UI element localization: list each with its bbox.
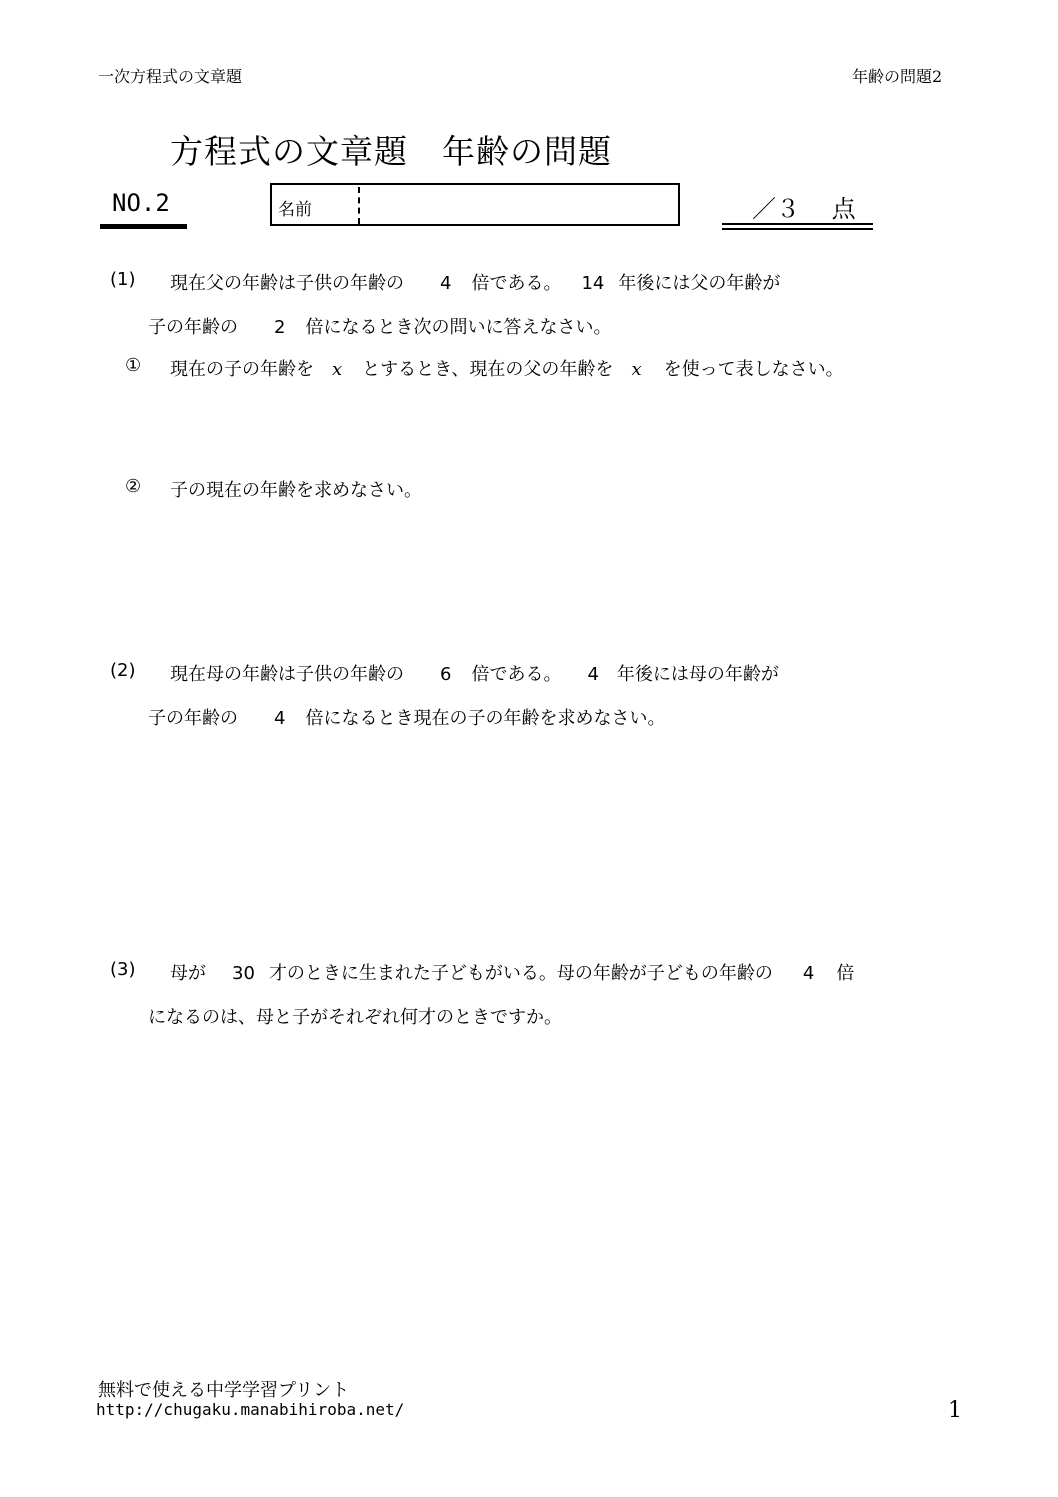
page-number: 1 <box>948 1398 962 1423</box>
question-2-line-1 <box>170 660 779 686</box>
question-1-line-2 <box>148 313 611 339</box>
score-underline-top <box>722 223 873 225</box>
q3-number: 30 <box>232 963 255 984</box>
q2-number: 6 <box>440 664 452 685</box>
question-3-line-2: になるのは、母と子がそれぞれ何才のときですか。 <box>148 1007 562 1028</box>
q2-text-part: 年後には母の年齢が <box>616 664 779 685</box>
question-3-line-1 <box>170 959 854 985</box>
name-field[interactable] <box>270 183 680 226</box>
question-3-number: (3) <box>110 959 136 980</box>
q1-number: 4 <box>440 273 452 294</box>
subquestion-1-number: ① <box>125 355 142 376</box>
q2-text-part: 子の年齢の <box>148 708 238 729</box>
q3-number: 4 <box>802 963 815 984</box>
score-underline-bottom <box>722 228 873 230</box>
number-underline <box>100 224 187 229</box>
q1-number: 14 <box>581 273 605 294</box>
q3-text-part: 才のときに生まれた子どもがいる。母の年齢が子どもの年齢の <box>268 963 773 984</box>
question-2-number: (2) <box>110 660 136 681</box>
q1-text-part: 倍である。 <box>471 273 562 294</box>
q2-text-part: 現在母の年齢は子供の年齢の <box>170 664 404 685</box>
name-label: 名前 <box>278 200 312 220</box>
sub1-text-part: 現在の子の年齢を <box>170 359 314 380</box>
q3-text-part: 倍 <box>836 963 855 984</box>
subquestion-2-number: ② <box>125 476 142 497</box>
q1-text-part: 子の年齢の <box>148 317 238 338</box>
sub1-text-part: とするとき、現在の父の年齢を <box>362 359 614 380</box>
q2-number: 4 <box>274 708 286 729</box>
variable-x: x <box>631 359 642 380</box>
q1-number: 2 <box>274 317 286 338</box>
q2-number: 4 <box>587 664 599 685</box>
name-divider <box>358 187 360 224</box>
score-label: ／３ 点 <box>752 195 856 223</box>
footer-url[interactable]: http://chugaku.manabihiroba.net/ <box>96 1400 405 1419</box>
subquestion-1-text <box>170 355 844 381</box>
q1-text-part: 年後には父の年齢が <box>618 273 781 294</box>
page-title: 方程式の文章題 年齢の問題 <box>170 132 612 171</box>
q2-text-part: 倍である。 <box>471 664 562 685</box>
q1-text-part: 現在父の年齢は子供の年齢の <box>170 273 404 294</box>
header-right: 年齢の問題2 <box>852 67 943 86</box>
variable-x: x <box>332 359 343 380</box>
question-1-line-1 <box>170 269 780 295</box>
footer-site-name: 無料で使える中学学習プリント <box>98 1380 350 1401</box>
worksheet-number: NO.2 <box>112 189 170 217</box>
q2-text-part: 倍になるとき現在の子の年齢を求めなさい。 <box>305 708 666 729</box>
sub1-text-part: を使って表しなさい。 <box>663 359 844 380</box>
q1-text-part: 倍になるとき次の問いに答えなさい。 <box>305 317 612 338</box>
subquestion-2-text: 子の現在の年齢を求めなさい。 <box>170 480 422 501</box>
header-left: 一次方程式の文章題 <box>98 67 243 86</box>
question-2-line-2 <box>148 704 665 730</box>
question-1-number: (1) <box>110 269 136 290</box>
q3-text-part: 母が <box>170 963 206 984</box>
